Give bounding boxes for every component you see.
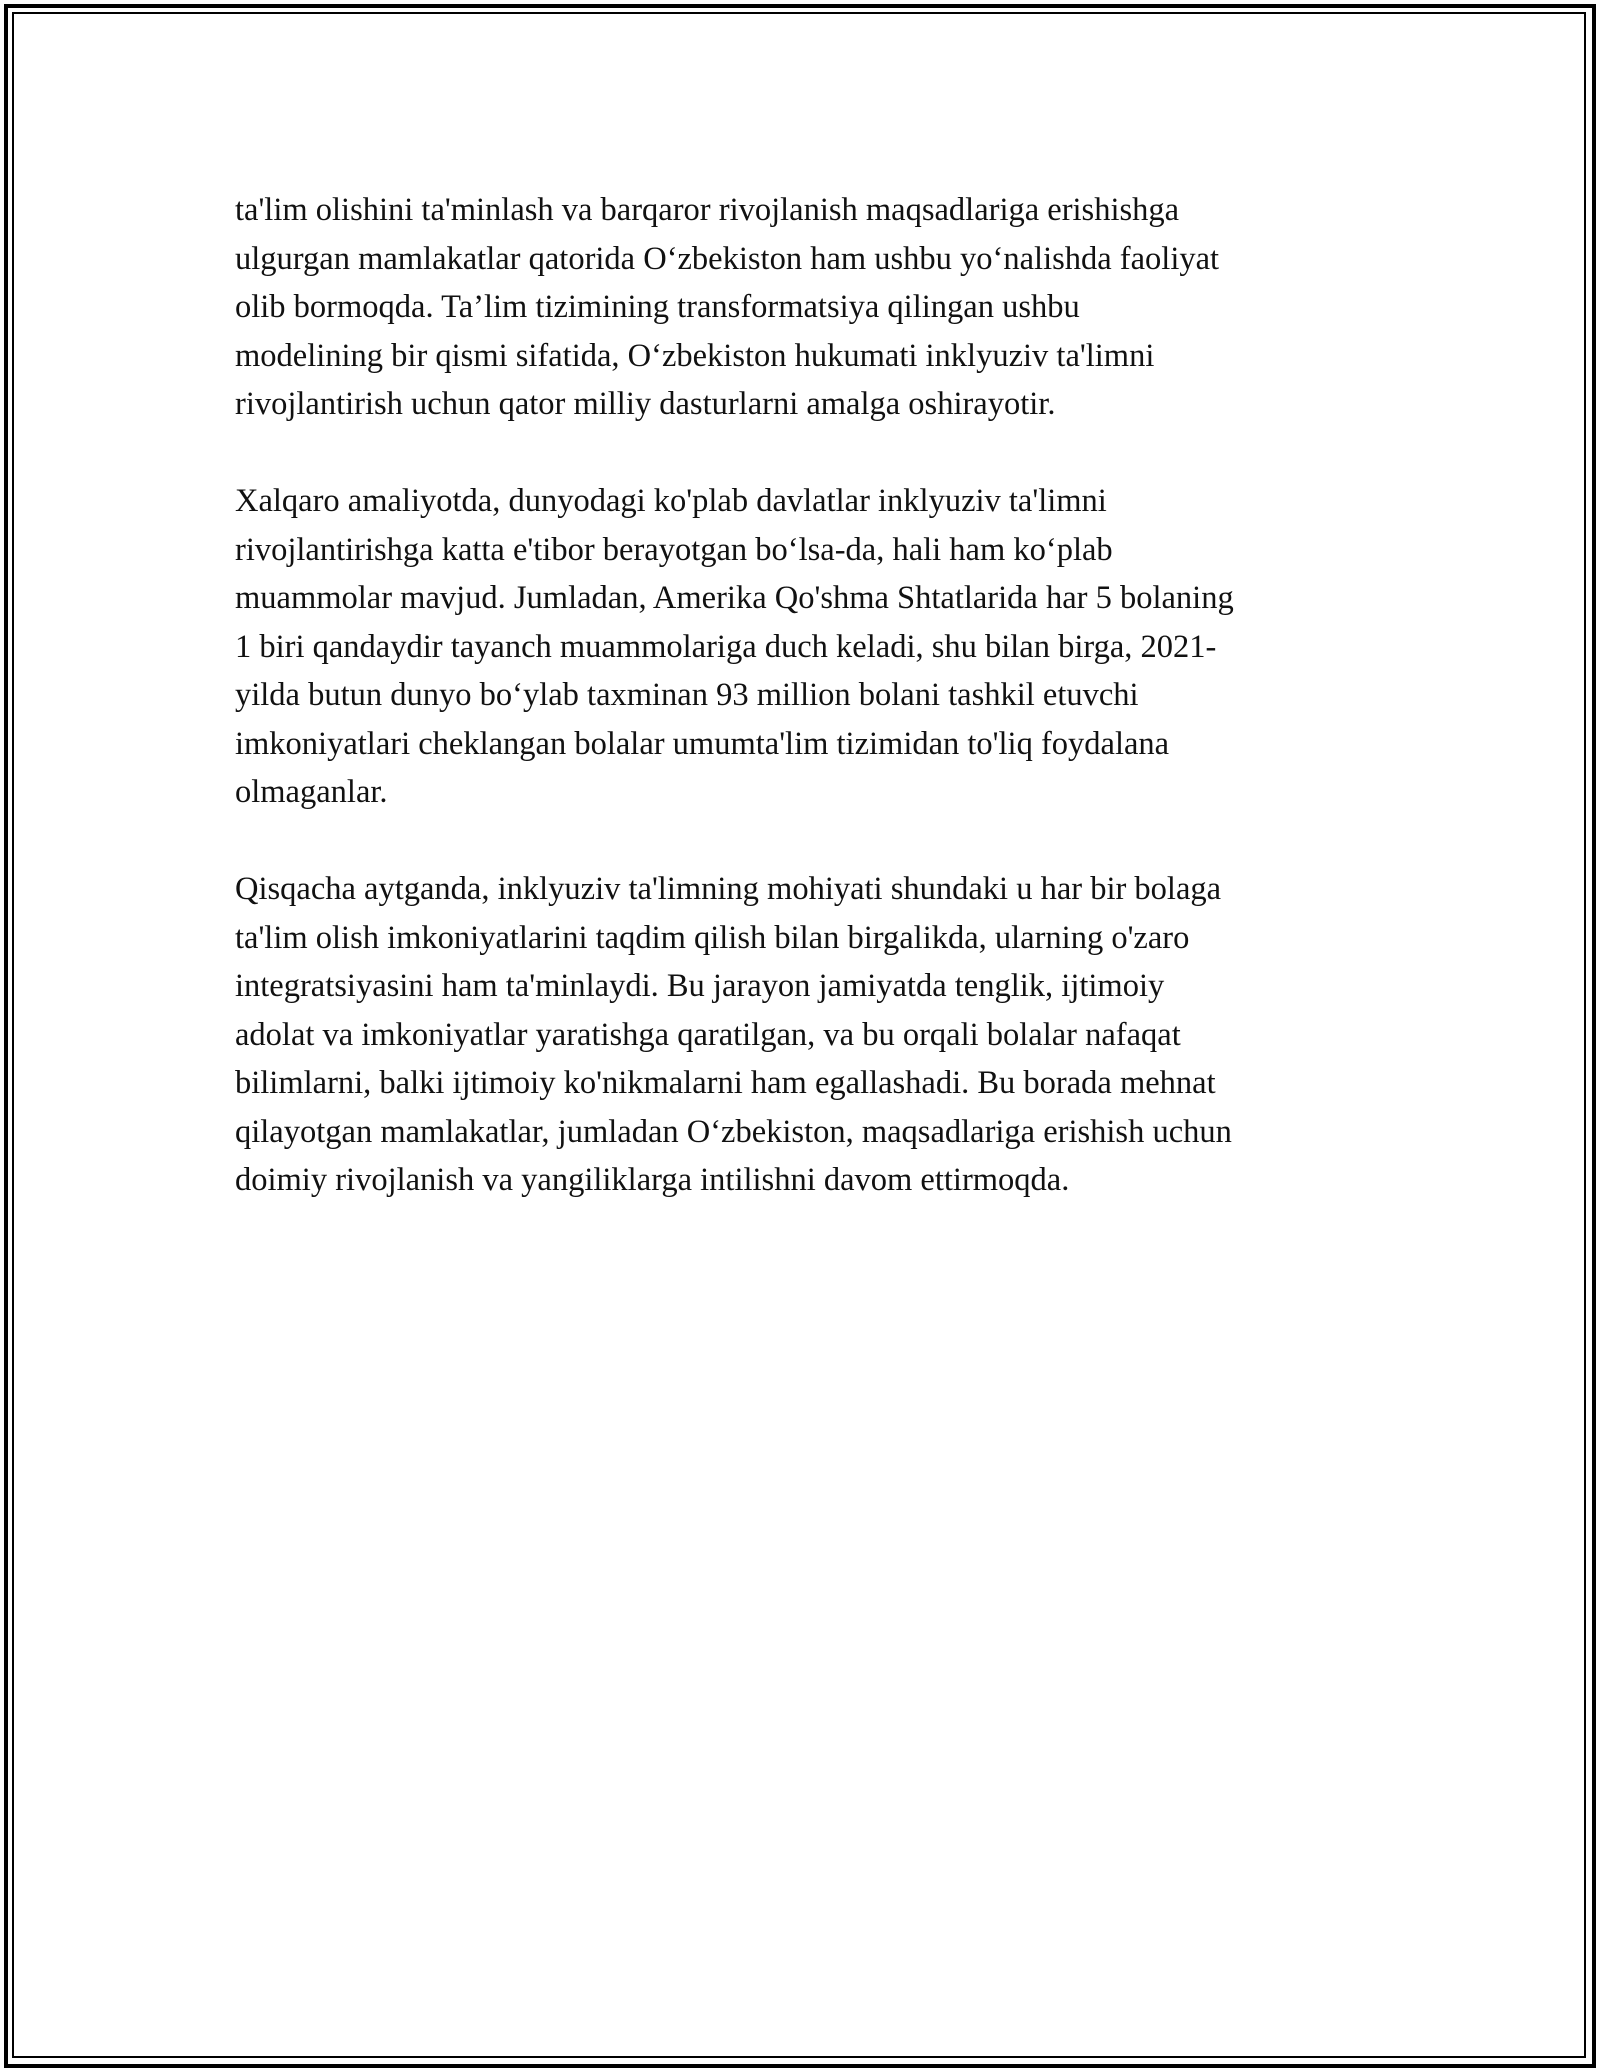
text-line: imkoniyatlari cheklangan bolalar umumta'lim tizimidan to'liq foydalana xyxy=(235,725,1170,762)
text-line: qilayotgan mamlakatlar, jumladan O‘zbekiston, maqsadlariga erishish uchun xyxy=(235,1113,1232,1150)
text-line: Qisqacha aytganda, inklyuziv ta'limning mohiyati shundaki u har bir bolaga xyxy=(235,871,1222,907)
text-line: ulgurgan mamlakatlar qatorida O‘zbekiston ham ushbu yo‘nalishda faoliyat xyxy=(235,240,1220,277)
text-line: adolat va imkoniyatlar yaratishga qaratilgan, va bu orqali bolalar nafaqat xyxy=(235,1016,1181,1053)
text-line: doimiy rivojlanish va yangiliklarga intilishni davom ettirmoqda. xyxy=(235,1162,1070,1198)
text-line: integratsiyasini ham ta'minlaydi. Bu jarayon jamiyatda tenglik, ijtimoiy xyxy=(235,968,1165,1004)
text-line: Xalqaro amaliyotda, dunyodagi ko'plab davlatlar inklyuziv ta'limni xyxy=(235,483,1107,519)
text-line: rivojlantirish uchun qator milliy dasturlarni amalga oshirayotir. xyxy=(235,386,1056,422)
text-line: bilimlarni, balki ijtimoiy ko'nikmalarni ham egallashadi. Bu borada mehnat xyxy=(235,1065,1216,1101)
text-line: yilda butun dunyo bo‘ylab taxminan 93 million bolani tashkil etuvchi xyxy=(235,677,1139,713)
text-line: modelining bir qismi sifatida, O‘zbekiston hukumati inklyuziv ta'limni xyxy=(235,337,1155,374)
document-body xyxy=(235,186,1380,1253)
text-line: ta'lim olish imkoniyatlarini taqdim qilish bilan birgalikda, ularning o'zaro xyxy=(235,919,1190,956)
text-line: olmaganlar. xyxy=(235,774,388,810)
paragraph-3 xyxy=(235,865,1380,1205)
paragraph-1 xyxy=(235,186,1380,429)
text-line: muammolar mavjud. Jumladan, Amerika Qo'shma Shtatlarida har 5 bolaning xyxy=(235,580,1234,616)
text-line: olib bormoqda. Ta’lim tizimining transformatsiya qilingan ushbu xyxy=(235,289,1080,325)
text-line: 1 biri qandaydir tayanch muammolariga duch keladi, shu bilan birga, 2021- xyxy=(235,628,1217,665)
text-line: rivojlantirishga katta e'tibor berayotgan bo‘lsa-da, hali ham ko‘plab xyxy=(235,531,1113,568)
text-line: ta'lim olishini ta'minlash va barqaror rivojlanish maqsadlariga erishishga xyxy=(235,192,1180,228)
paragraph-2 xyxy=(235,477,1380,817)
